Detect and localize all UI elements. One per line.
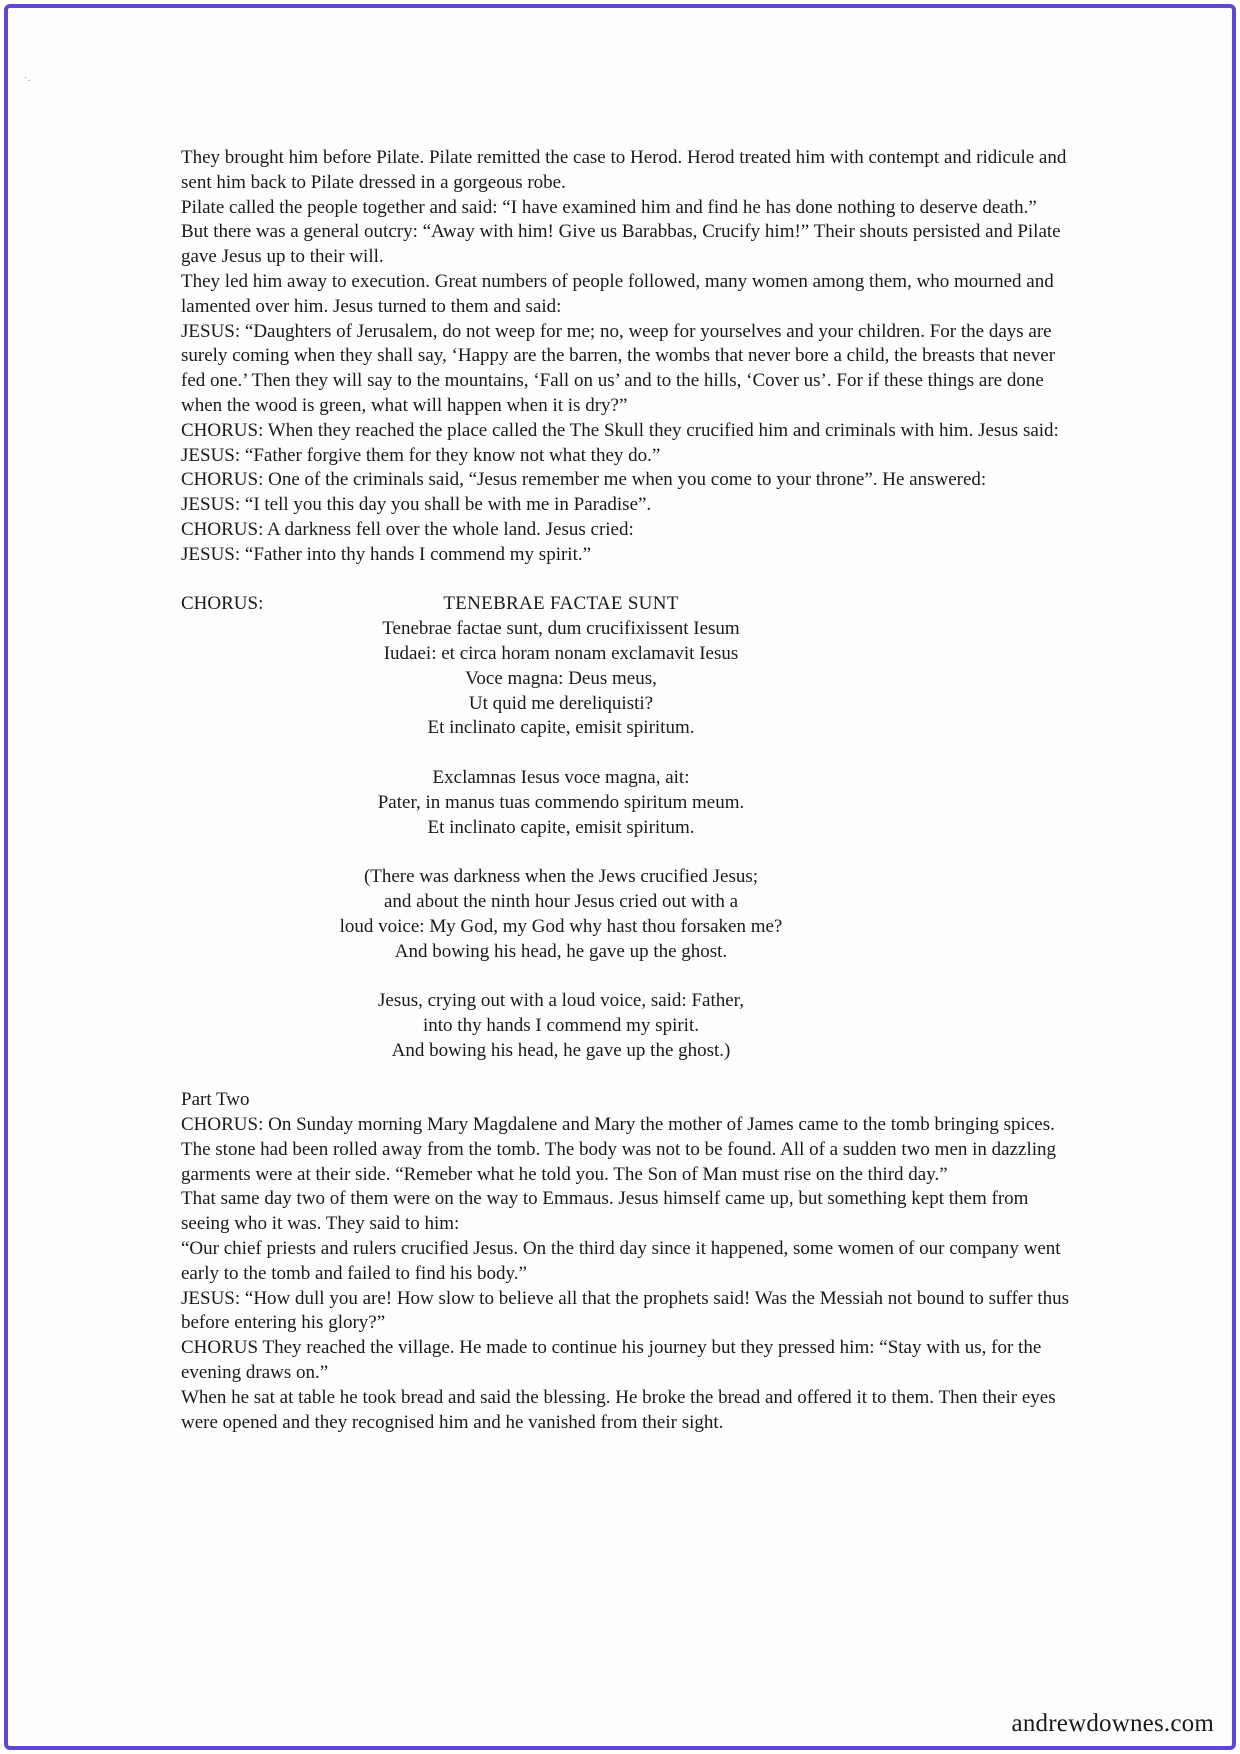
translation-line: loud voice: My God, my God why hast thou forsaken me? (339, 915, 783, 937)
jesus-speech: JESUS: “Father forgive them for they know not what they do.” (181, 444, 661, 466)
hymn-line: Pater, in manus tuas commendo spiritum meum. (377, 791, 745, 813)
spacer (181, 741, 941, 766)
hymn-text (181, 592, 941, 1063)
chorus-hymn (181, 592, 1081, 1063)
jesus-speech: JESUS: “How dull you are! How slow to believe all that the prophets said! Was the Messiah not bound to suffer thus before entering his glory?” (181, 1287, 1069, 1334)
translation-line: And bowing his head, he gave up the ghost.) (391, 1039, 731, 1061)
document-body (181, 146, 1081, 1435)
hymn-line: Tenebrae factae sunt, dum crucifixissent Iesum (382, 618, 740, 640)
hymn-line: Ut quid me dereliquisti? (468, 692, 654, 714)
spacer (181, 964, 941, 989)
paragraph: “Our chief priests and rulers crucified Jesus. On the third day since it happened, some women of our company went early to the tomb and failed to find his body.” (181, 1238, 1061, 1284)
chorus-line: CHORUS They reached the village. He made to continue his journey but they pressed him: “Stay with us, for the evening draws on.” (181, 1337, 1042, 1384)
paragraph: They brought him before Pilate. Pilate remitted the case to Herod. Herod treated him with contempt and ridicule and sent him back to Pilate dressed in a gorgeous robe. (181, 147, 1067, 193)
jesus-speech: JESUS: “Daughters of Jerusalem, do not weep for me; no, weep for yourselves and your children. For the days are surely coming when they shall say, ‘Happy are the barren, the wombs that never bore a child, the breasts that never fed one.’ Then they will say to the mountains, ‘Fall on us’ and to the hills, ‘Cover us’. For if these things are done when the wood is green, what will happen when it is dry?” (181, 320, 1056, 416)
chorus-label: CHORUS: (181, 593, 264, 615)
translation-line: (There was darkness when the Jews crucified Jesus; (363, 866, 759, 888)
hymn-line: Iudaei: et circa horam nonam exclamavit Iesus (383, 642, 739, 664)
chorus-line: CHORUS: When they reached the place called the The Skull they crucified him and criminals with him. Jesus said: (181, 419, 1059, 441)
spacer (181, 568, 1081, 593)
hymn-line: Et inclinato capite, emisit spiritum. (427, 717, 695, 739)
site-watermark: andrewdownes.com (1011, 1710, 1214, 1737)
paragraph: But there was a general outcry: “Away with him! Give us Barabbas, Crucify him!” Their shouts persisted and Pilate gave Jesus up to their will. (181, 221, 1061, 268)
hymn-line: Voce magna: Deus meus, (465, 667, 657, 689)
paragraph: That same day two of them were on the way to Emmaus. Jesus himself came up, but something kept them from seeing who it was. They said to him: (181, 1188, 1029, 1235)
jesus-speech: JESUS: “Father into thy hands I commend my spirit.” (181, 543, 592, 565)
jesus-speech: JESUS: “I tell you this day you shall be with me in Paradise”. (181, 494, 652, 516)
hymn-title: TENEBRAE FACTAE SUNT (443, 593, 679, 615)
spacer (181, 1063, 1081, 1088)
translation-line: and about the ninth hour Jesus cried out with a (383, 890, 739, 912)
translation-line: Jesus, crying out with a loud voice, said: Father, (378, 990, 744, 1012)
section-heading: Part Two (181, 1089, 250, 1111)
spacer (181, 840, 941, 865)
scan-speck: ˙· (24, 76, 31, 87)
translation-line: into thy hands I commend my spirit. (422, 1014, 699, 1036)
chorus-line: CHORUS: On Sunday morning Mary Magdalene and Mary the mother of James came to the tomb bringing spices. The stone had been rolled away from the tomb. The body was not to be found. All of a sudden two men in dazzling garments were at their side. “Remeber what he told you. The Son of Man must rise on the third day.” (181, 1114, 1057, 1185)
chorus-line: CHORUS: A darkness fell over the whole land. Jesus cried: (181, 518, 634, 540)
paragraph: Pilate called the people together and said: “I have examined him and find he has done nothing to deserve death.” (181, 196, 1037, 218)
paragraph: When he sat at table he took bread and said the blessing. He broke the bread and offered it to them. Then their eyes were opened and they recognised him and he vanished from their sight. (181, 1386, 1056, 1433)
hymn-line: Exclamnas Iesus voce magna, ait: (432, 766, 690, 788)
translation-line: And bowing his head, he gave up the ghost. (394, 940, 728, 962)
hymn-line: Et inclinato capite, emisit spiritum. (427, 816, 695, 838)
chorus-line: CHORUS: One of the criminals said, “Jesus remember me when you come to your throne”. He answered: (181, 469, 987, 491)
paragraph: They led him away to execution. Great numbers of people followed, many women among them, who mourned and lamented over him. Jesus turned to them and said: (181, 270, 1054, 317)
